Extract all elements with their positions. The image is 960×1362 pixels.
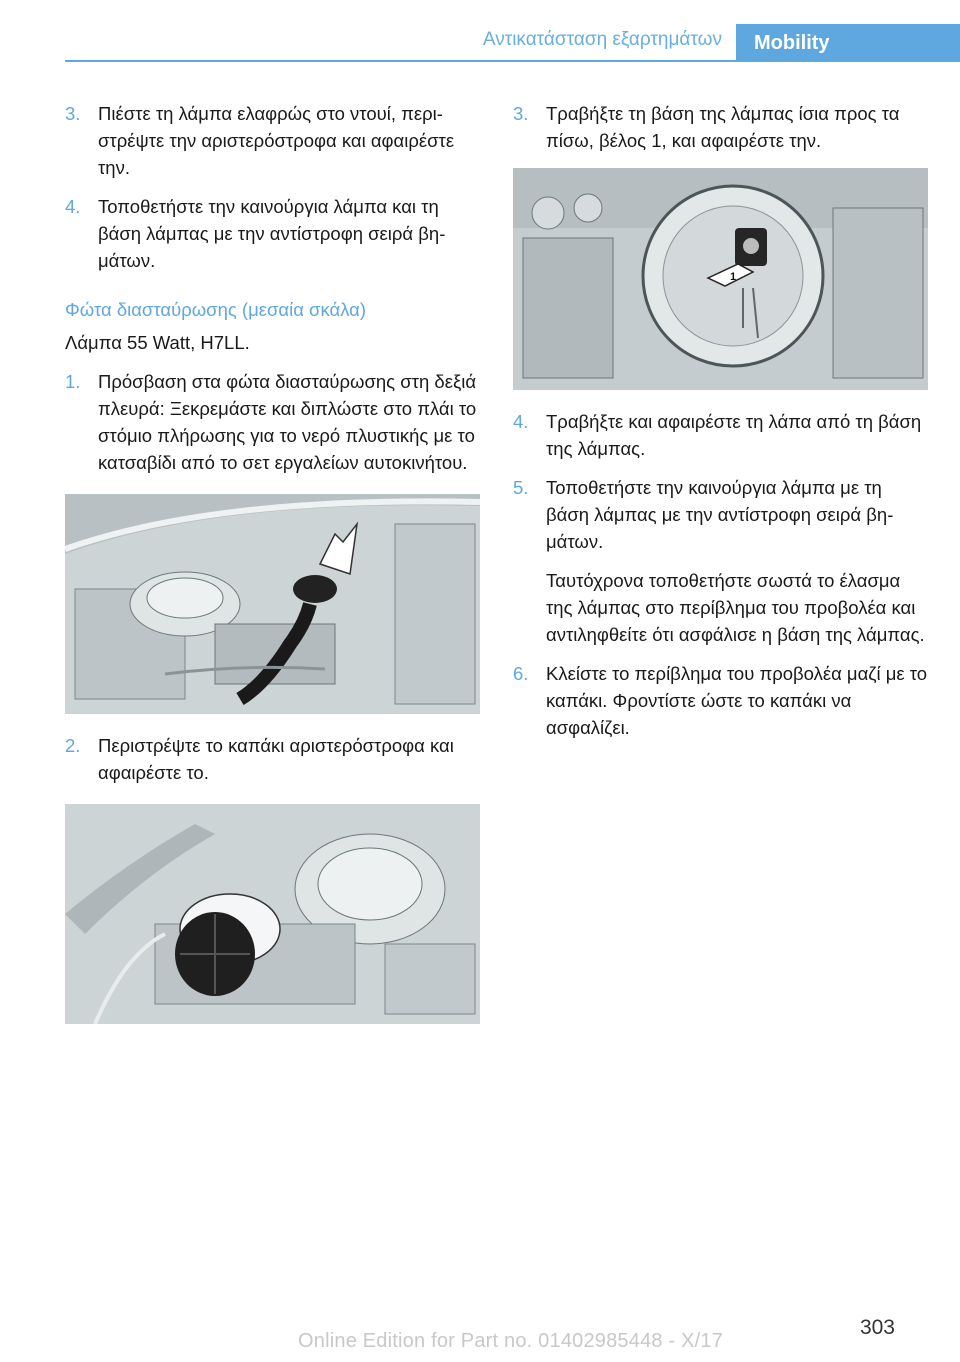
engine-bay-illustration <box>65 494 480 714</box>
step-5 <box>513 474 928 648</box>
step-number: 2. <box>65 735 81 756</box>
step-text: Τοποθετήστε την καινούργια λάμπα με τη βάση λάμπας με την αντίστροφη σειρά βημάτων. <box>546 477 894 552</box>
step-number: 3. <box>513 103 529 124</box>
arrow-label: 1 <box>730 271 737 283</box>
page-number: 303 <box>859 1316 895 1339</box>
step-number: 5. <box>513 477 529 498</box>
step-4-left <box>65 193 480 274</box>
step-3-right <box>513 100 928 154</box>
step-number: 4. <box>65 196 81 217</box>
step-number: 6. <box>513 663 529 684</box>
chapter-tab: Mobility <box>736 24 960 62</box>
left-column <box>65 100 480 1042</box>
header-rule <box>65 60 960 62</box>
lamp-socket-figure <box>513 168 928 390</box>
headlight-cover-figure <box>65 804 480 1024</box>
step-text: Περιστρέψτε το καπάκι αριστερόστροφα και αφαιρέστε το. <box>98 735 454 783</box>
step-4-right <box>513 408 928 462</box>
lamp-socket-illustration <box>513 168 928 390</box>
section-subheading: Φώτα διασταύρωσης (μεσαία σκάλα) <box>65 299 367 320</box>
engine-bay-figure <box>65 494 480 714</box>
step-number: 4. <box>513 411 529 432</box>
step-6 <box>513 660 928 741</box>
step-1 <box>65 368 480 476</box>
step-text: Τραβήξτε και αφαιρέστε τη λάπα από τη βάση της λάμπας. <box>546 411 922 459</box>
section-title: Αντικατάσταση εξαρτημάτων <box>482 29 722 50</box>
step-2 <box>65 732 480 786</box>
bulb-spec: Λάμπα 55 Watt, H7LL. <box>65 332 250 353</box>
step-number: 3. <box>65 103 81 124</box>
step-text: Πρόσβαση στα φώτα διασταύρωσης στη δεξιά πλευρά: Ξεκρεμάστε και διπλώστε στο πλάι το στόμιο πλήρωσης για το νερό πλυστικής με το κατσαβίδι από το σετ εργαλείων αυτοκινήτου. <box>98 371 477 473</box>
step-text: Πιέστε τη λάμπα ελαφρώς στο ντουί, περιστρέψτε την αριστερόστροφα και αφαιρέστε την. <box>98 103 455 178</box>
page-header <box>65 24 960 62</box>
step-text: Τοποθετήστε την καινούργια λάμπα και τη βάση λάμπας με την αντίστροφη σειρά βημάτων. <box>98 196 446 271</box>
step-text: Κλείστε το περίβλημα του προβολέα μαζί με το καπάκι. Φροντίστε ώστε το καπάκι να ασφαλίζει. <box>546 663 928 738</box>
edition-footer: Online Edition for Part no. 01402985448 - X/17 <box>298 1330 724 1352</box>
step-3-left <box>65 100 480 181</box>
step-number: 1. <box>65 371 81 392</box>
headlight-cover-illustration <box>65 804 480 1024</box>
step-text: Τραβήξτε τη βάση της λάμπας ίσια προς τα πίσω, βέλος 1, και αφαιρέστε την. <box>546 103 900 151</box>
right-column <box>513 100 928 753</box>
step-text-continued: Ταυτόχρονα τοποθετήστε σωστά το έλασμα της λάμπας στο περίβλημα του προβολέα και αντιληφθείτε ότι ασφάλισε η βάση της λάμπας. <box>546 570 925 645</box>
